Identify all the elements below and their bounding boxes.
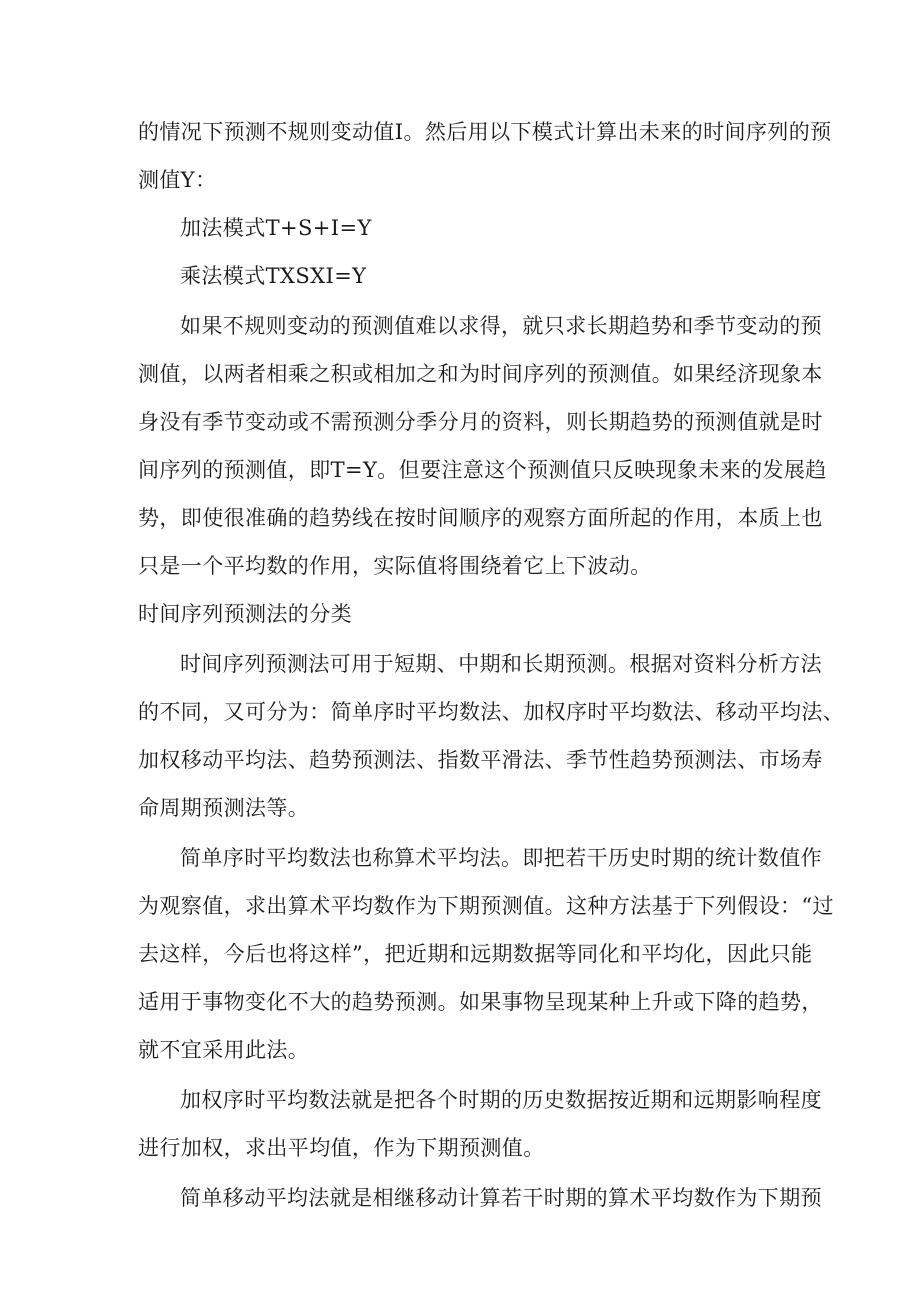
text-line: 为观察值，求出算术平均数作为下期预测值。这种方法基于下列假设：“过 <box>138 894 834 918</box>
text-line: 如果不规则变动的预测值难以求得，就只求长期趋势和季节变动的预 <box>180 314 822 338</box>
text-line: 命周期预测法等。 <box>138 796 310 820</box>
text-line: 适用于事物变化不大的趋势预测。如果事物呈现某种上升或下降的趋势， <box>138 990 823 1014</box>
section-heading: 时间序列预测法的分类 <box>138 602 352 626</box>
formula-line: 加法模式T+S+I=Y <box>180 216 372 240</box>
formula-line: 乘法模式TXSXI=Y <box>180 264 367 288</box>
text-line: 只是一个平均数的作用，实际值将围绕着它上下波动。 <box>138 554 652 578</box>
text-line: 简单序时平均数法也称算术平均法。即把若干历史时期的统计数值作 <box>180 846 822 870</box>
text-line: 势，即使很准确的趋势线在按时间顺序的观察方面所起的作用，本质上也 <box>138 506 823 530</box>
text-line: 进行加权，求出平均值，作为下期预测值。 <box>138 1136 545 1160</box>
text-line: 加权移动平均法、趋势预测法、指数平滑法、季节性趋势预测法、市场寿 <box>138 748 823 772</box>
text-line: 身没有季节变动或不需预测分季分月的资料，则长期趋势的预测值就是时 <box>138 410 823 434</box>
text-line: 简单移动平均法就是相继移动计算若干时期的算术平均数作为下期预 <box>180 1186 822 1210</box>
text-line: 加权序时平均数法就是把各个时期的历史数据按近期和远期影响程度 <box>180 1088 822 1112</box>
text-line: 测值Y： <box>138 168 217 192</box>
text-line: 时间序列预测法可用于短期、中期和长期预测。根据对资料分析方法 <box>180 652 822 676</box>
text-line: 的不同，又可分为：简单序时平均数法、加权序时平均数法、移动平均法、 <box>138 700 845 724</box>
text-line: 去这样，今后也将这样”，把近期和远期数据等同化和平均化，因此只能 <box>138 942 813 966</box>
text-line: 测值，以两者相乘之积或相加之和为时间序列的预测值。如果经济现象本 <box>138 362 823 386</box>
text-line: 间序列的预测值，即T=Y。但要注意这个预测值只反映现象未来的发展趋 <box>138 458 827 482</box>
text-line: 就不宜采用此法。 <box>138 1038 310 1062</box>
text-line: 的情况下预测不规则变动值I。然后用以下模式计算出未来的时间序列的预 <box>138 120 832 144</box>
